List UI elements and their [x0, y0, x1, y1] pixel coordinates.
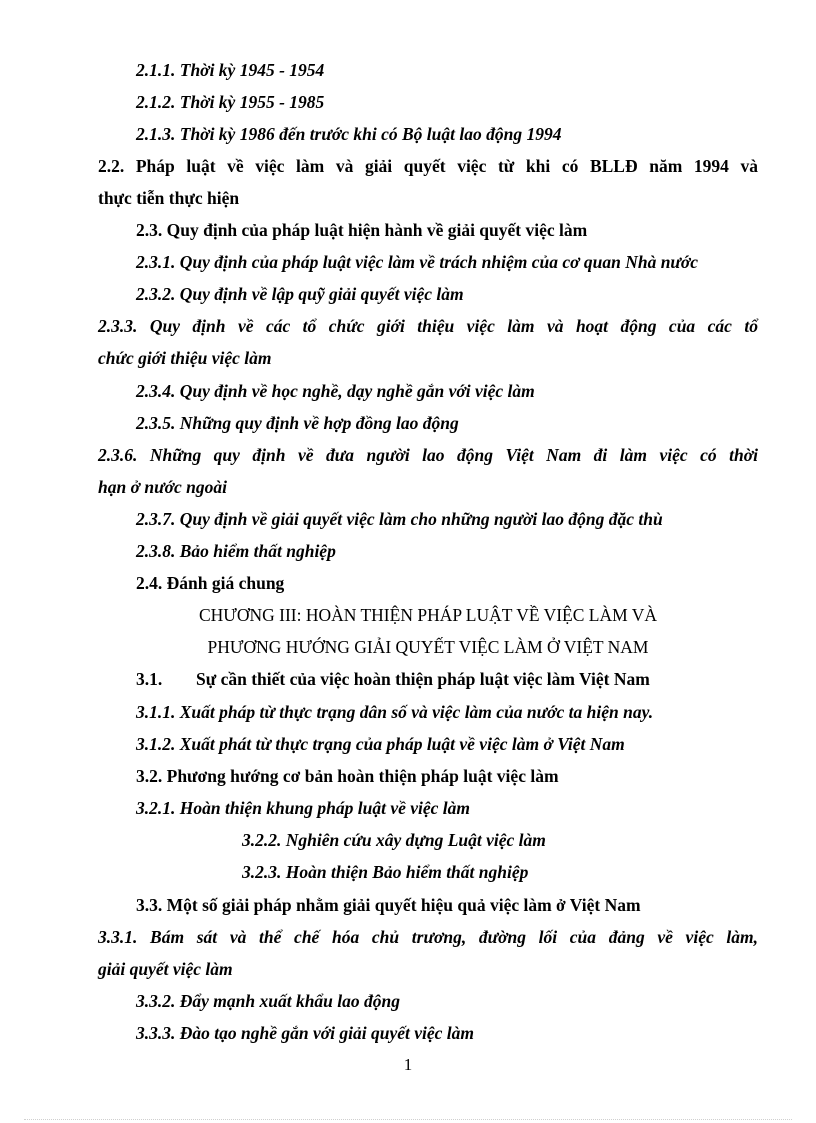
toc-entry-3-1-1: 3.1.1. Xuất pháp từ thực trạng dân số và việc làm của nước ta hiện nay.: [136, 702, 654, 722]
toc-entry-2-1-3: 2.1.3. Thời kỳ 1986 đến trước khi có Bộ luật lao động 1994: [136, 124, 562, 144]
toc-entry-3-2-1: 3.2.1. Hoàn thiện khung pháp luật về việc làm: [136, 798, 470, 818]
toc-entry-2-3-1: 2.3.1. Quy định của pháp luật việc làm về trách nhiệm của cơ quan Nhà nước: [136, 252, 699, 272]
toc-entry-2-3-3-line1: 2.3.3. Quy định về các tổ chức giới thiệu việc làm và hoạt động của các tổ: [98, 316, 758, 336]
toc-entry-3-2-3: 3.2.3. Hoàn thiện Bảo hiểm thất nghiệp: [242, 862, 529, 882]
toc-entry-3-1-number: 3.1.: [136, 669, 163, 689]
toc-entry-2-4: 2.4. Đánh giá chung: [136, 573, 285, 593]
toc-entry-2-3-4: 2.3.4. Quy định về học nghề, dạy nghề gắn với việc làm: [136, 381, 535, 401]
page-break-divider: [24, 1119, 792, 1120]
toc-entry-3-2: 3.2. Phương hướng cơ bản hoàn thiện pháp luật việc làm: [136, 766, 559, 786]
toc-entry-3-1: [0, 668, 816, 690]
toc-entry-2-3-3-line2: chức giới thiệu việc làm: [98, 348, 272, 368]
toc-entry-3-3-1-line1: 3.3.1. Bám sát và thể chế hóa chủ trương, đường lối của đảng về việc làm,: [98, 927, 758, 947]
toc-entry-2-3: 2.3. Quy định của pháp luật hiện hành về giải quyết việc làm: [136, 220, 588, 240]
toc-entry-2-1-2: 2.1.2. Thời kỳ 1955 - 1985: [136, 92, 325, 112]
toc-entry-3-3: 3.3. Một số giải pháp nhằm giải quyết hiệu quả việc làm ở Việt Nam: [136, 895, 641, 915]
toc-entry-2-3-7: 2.3.7. Quy định về giải quyết việc làm cho những người lao động đặc thù: [136, 509, 663, 529]
toc-entry-2-3-6-line1: 2.3.6. Những quy định về đưa người lao động Việt Nam đi làm việc có thời: [98, 445, 758, 465]
toc-entry-3-1-text: Sự cần thiết của việc hoàn thiện pháp luật việc làm Việt Nam: [196, 669, 650, 689]
chapter-3-title-line1: CHƯƠNG III: HOÀN THIỆN PHÁP LUẬT VỀ VIỆC LÀM VÀ: [198, 605, 658, 625]
toc-entry-2-3-8: 2.3.8. Bảo hiểm thất nghiệp: [136, 541, 336, 561]
chapter-3-title-line2: PHƯƠNG HƯỚNG GIẢI QUYẾT VIỆC LÀM Ở VIỆT NAM: [207, 637, 649, 657]
toc-entry-3-3-2: 3.3.2. Đẩy mạnh xuất khẩu lao động: [136, 991, 401, 1011]
page-number: 1: [403, 1055, 413, 1074]
toc-entry-3-1-2: 3.1.2. Xuất phát từ thực trạng của pháp luật về việc làm ở Việt Nam: [136, 734, 625, 754]
toc-entry-2-3-2: 2.3.2. Quy định về lập quỹ giải quyết việc làm: [136, 284, 464, 304]
toc-entry-3-2-2: 3.2.2. Nghiên cứu xây dựng Luật việc làm: [242, 830, 546, 850]
toc-entry-2-3-5: 2.3.5. Những quy định về hợp đồng lao động: [136, 413, 459, 433]
toc-entry-2-2-line1: 2.2. Pháp luật về việc làm và giải quyết việc từ khi có BLLĐ năm 1994 và: [98, 156, 758, 176]
toc-entry-3-3-1-line2: giải quyết việc làm: [98, 959, 233, 979]
toc-entry-2-1-1: 2.1.1. Thời kỳ 1945 - 1954: [136, 60, 325, 80]
toc-entry-2-3-6-line2: hạn ở nước ngoài: [98, 477, 227, 497]
toc-entry-3-3-3: 3.3.3. Đào tạo nghề gắn với giải quyết việc làm: [136, 1023, 474, 1043]
toc-entry-2-2-line2: thực tiễn thực hiện: [98, 188, 240, 208]
